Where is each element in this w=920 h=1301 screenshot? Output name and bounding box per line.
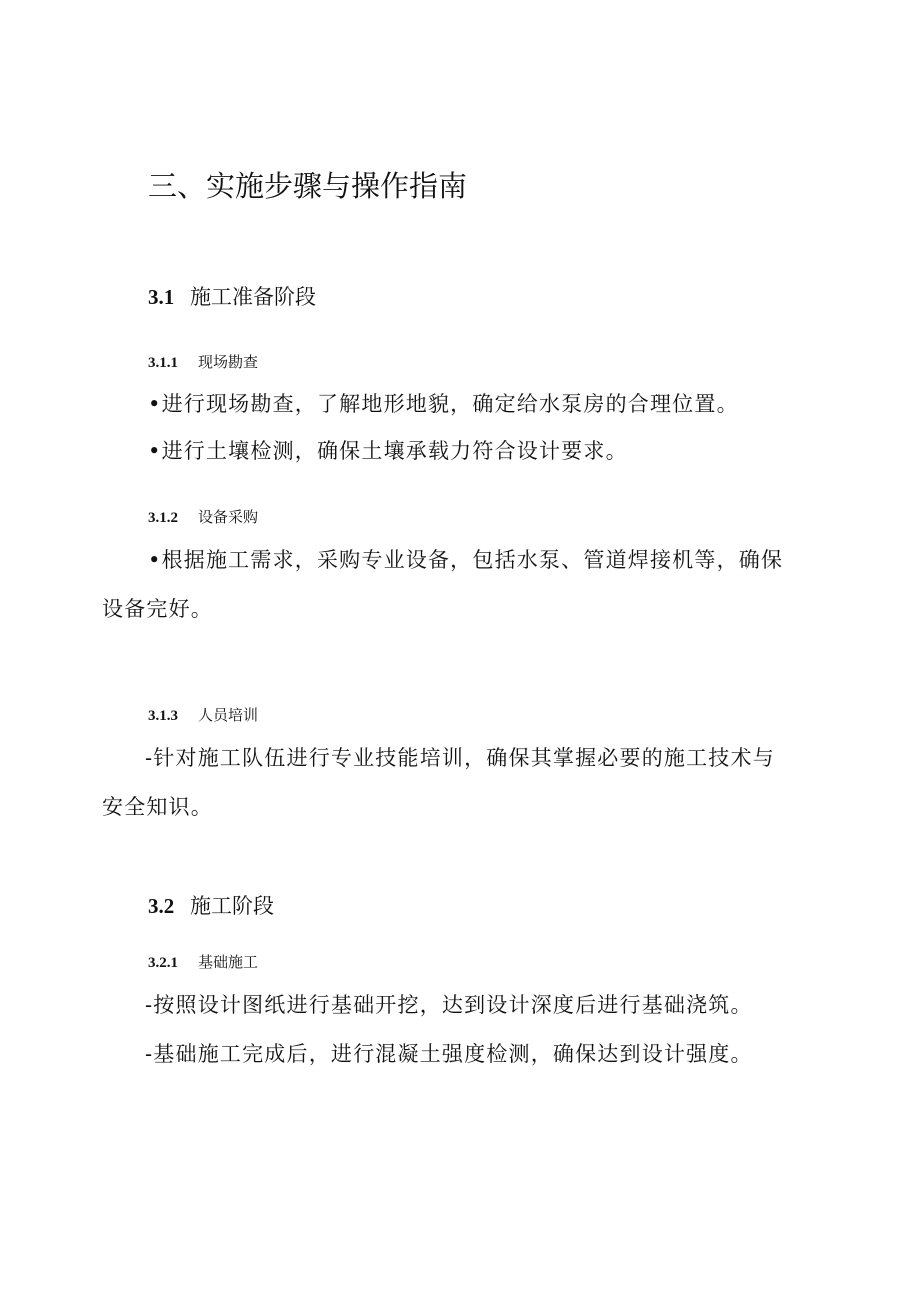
subsection-heading-3-1-1 (148, 351, 258, 374)
paragraph-line: •进行现场勘查，了解地形地貌，确定给水泵房的合理位置。 (148, 392, 739, 416)
paragraph-line: 设备完好。 (102, 597, 213, 621)
section-heading-3-1 (148, 282, 316, 312)
section-number: 3.2 (148, 894, 175, 918)
paragraph-line: -按照设计图纸进行基础开挖，达到设计深度后进行基础浇筑。 (145, 993, 753, 1017)
subsection-title: 基础施工 (198, 953, 259, 971)
chapter-title: 三、实施步骤与操作指南 (148, 169, 468, 203)
paragraph-line: -针对施工队伍进行专业技能培训，确保其掌握必要的施工技术与 (145, 746, 775, 770)
subsection-title: 设备采购 (198, 508, 259, 526)
subsection-number: 3.1.2 (148, 510, 178, 526)
subsection-number: 3.1.1 (148, 355, 178, 371)
paragraph-line: 安全知识。 (102, 795, 213, 819)
subsection-heading-3-1-2 (148, 506, 258, 529)
section-title: 施工阶段 (190, 894, 274, 918)
subsection-number: 3.2.1 (148, 955, 178, 971)
subsection-heading-3-1-3 (148, 704, 258, 727)
paragraph-line: •根据施工需求，采购专业设备，包括水泵、管道焊接机等，确保 (148, 548, 784, 572)
section-number: 3.1 (148, 285, 175, 309)
subsection-number: 3.1.3 (148, 708, 178, 724)
subsection-title: 现场勘查 (198, 353, 259, 371)
subsection-heading-3-2-1 (148, 951, 258, 974)
section-heading-3-2 (148, 891, 274, 921)
subsection-title: 人员培训 (198, 706, 259, 724)
section-title: 施工准备阶段 (190, 285, 316, 309)
paragraph-line: -基础施工完成后，进行混凝土强度检测，确保达到设计强度。 (145, 1042, 753, 1066)
paragraph-line: •进行土壤检测，确保土壤承载力符合设计要求。 (148, 439, 628, 463)
